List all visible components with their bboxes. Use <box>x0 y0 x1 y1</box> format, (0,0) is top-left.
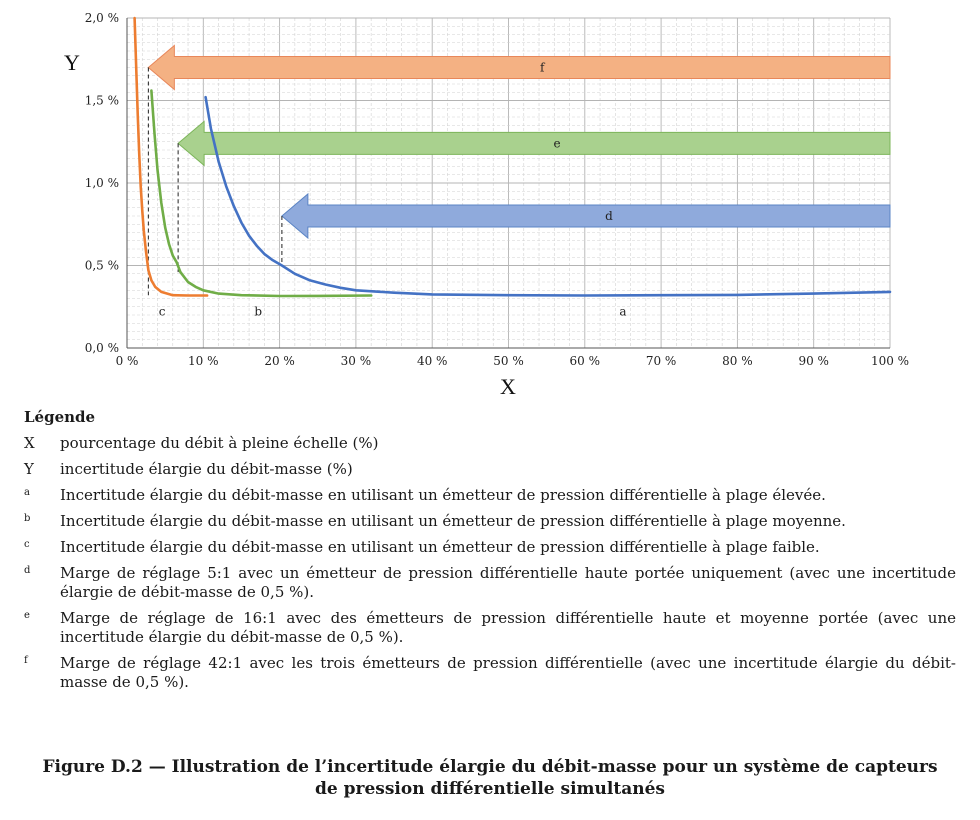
curve-label-a: a <box>619 304 627 319</box>
x-tick-label: 40 % <box>416 354 448 368</box>
x-axis-title: X <box>500 374 516 399</box>
legend-text: Marge de réglage de 16:1 avec des émetteurs de pression différentielle haute et moyenne portée (avec une incertitude élargie du débit-masse de 0,5 %). <box>60 609 956 646</box>
y-tick-label: 0,5 % <box>84 258 119 273</box>
legend-text: incertitude élargie du débit-masse (%) <box>60 460 353 478</box>
arrow-f-label: f <box>539 60 545 75</box>
curve-label-b: b <box>254 304 263 319</box>
y-tick-label: 2,0 % <box>84 11 119 25</box>
legend-key: b <box>24 513 31 524</box>
legend-key: X <box>24 434 35 452</box>
y-tick-label: 1,0 % <box>84 176 119 190</box>
legend-item-e <box>24 609 956 647</box>
x-tick-label: 70 % <box>645 354 677 368</box>
legend-key: Y <box>24 460 34 478</box>
arrow-f <box>148 46 890 90</box>
x-tick-label: 10 % <box>188 354 219 368</box>
legend-text: Marge de réglage 42:1 avec les trois émetteurs de pression différentielle (avec une incertitude élargie du débit-masse de 0,5 %). <box>60 654 956 691</box>
x-tick-label: 80 % <box>722 354 753 368</box>
caption-line-2: de pression différentielle simultanés <box>315 779 665 799</box>
legend-text: Marge de réglage 5:1 avec un émetteur de pression différentielle haute portée uniquement (avec une incertitude élargie de débit-masse de 0,5 %). <box>60 564 956 601</box>
legend-key: c <box>24 539 30 550</box>
curve-label-c: c <box>158 304 166 319</box>
chart-arrows <box>148 46 890 296</box>
arrow-d <box>282 194 890 238</box>
x-tick-label: 20 % <box>264 354 295 368</box>
legend-item-a <box>24 486 956 505</box>
legend-key: e <box>24 610 30 621</box>
legend-key: a <box>24 487 30 498</box>
legend-key: d <box>24 565 31 576</box>
y-tick-label: 0,0 % <box>84 341 119 355</box>
legend-item-x <box>24 434 956 453</box>
y-axis-title: Y <box>64 50 80 75</box>
legend-text: Incertitude élargie du débit-masse en utilisant un émetteur de pression différentielle à plage moyenne. <box>60 512 846 530</box>
x-tick-label: 50 % <box>493 354 524 368</box>
legend-item-d <box>24 564 956 602</box>
legend-item-y <box>24 460 956 479</box>
legend-items <box>24 434 956 692</box>
arrow-e-label: e <box>553 136 561 151</box>
legend-item-b <box>24 512 956 531</box>
legend-key: f <box>24 655 28 666</box>
x-tick-label: 90 % <box>798 354 829 368</box>
legend-item-c <box>24 538 956 557</box>
legend-item-f <box>24 654 956 692</box>
legend <box>24 408 956 699</box>
caption-line-1: Figure D.2 — Illustration de l’incertitude élargie du débit-masse pour un système de capteurs <box>42 757 938 777</box>
x-tick-label: 30 % <box>340 354 372 368</box>
y-tick-label: 1,5 % <box>84 93 119 108</box>
x-tick-label: 100 % <box>870 354 910 368</box>
figure-caption <box>0 756 980 800</box>
x-tick-label: 0 % <box>115 354 139 368</box>
x-tick-label: 60 % <box>569 354 601 368</box>
chart <box>0 0 980 405</box>
legend-text: Incertitude élargie du débit-masse en utilisant un émetteur de pression différentielle à plage élevée. <box>60 486 826 504</box>
legend-title: Légende <box>24 408 96 426</box>
legend-text: Incertitude élargie du débit-masse en utilisant un émetteur de pression différentielle à plage faible. <box>60 538 820 556</box>
legend-text: pourcentage du débit à pleine échelle (%) <box>60 434 379 452</box>
arrow-d-label: d <box>605 209 613 223</box>
